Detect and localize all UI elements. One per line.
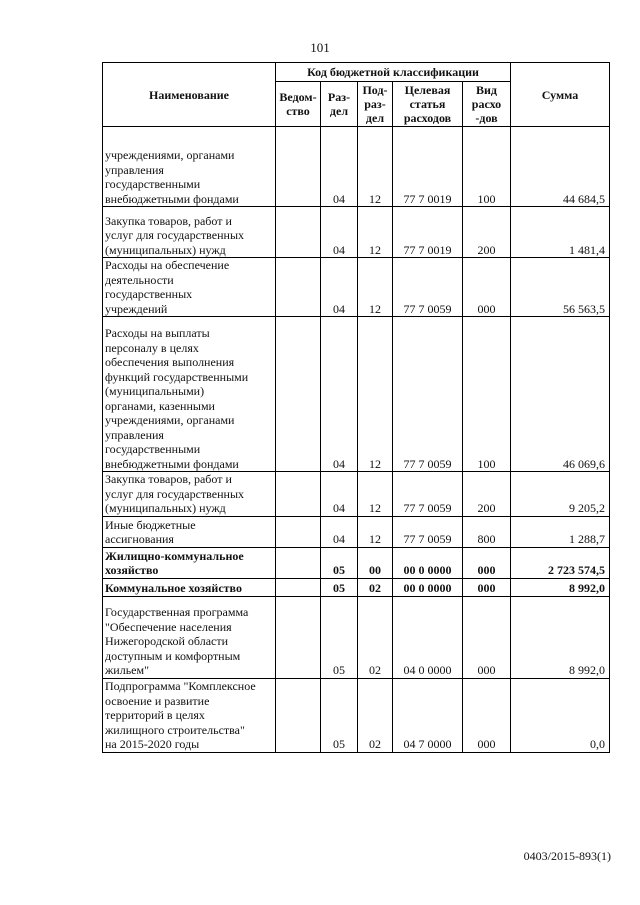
cell-celevaya: 00 0 0000 bbox=[393, 547, 463, 578]
cell-celevaya: 77 7 0059 bbox=[393, 258, 463, 317]
cell-vid: 000 bbox=[463, 678, 511, 752]
cell-sum: 1 288,7 bbox=[511, 516, 610, 547]
cell-ved bbox=[276, 317, 321, 472]
cell-razdel: 04 bbox=[321, 127, 358, 207]
cell-ved bbox=[276, 578, 321, 596]
cell-vid: 000 bbox=[463, 258, 511, 317]
header-code-group: Код бюджетной классификации bbox=[276, 63, 511, 82]
cell-podrazdel: 12 bbox=[358, 258, 393, 317]
cell-celevaya: 04 0 0000 bbox=[393, 596, 463, 678]
table-row bbox=[103, 317, 610, 472]
table-row bbox=[103, 472, 610, 517]
header-razdel: Раз-дел bbox=[321, 82, 358, 127]
cell-ved bbox=[276, 207, 321, 258]
cell-sum: 8 992,0 bbox=[511, 596, 610, 678]
table-row bbox=[103, 578, 610, 596]
cell-vid: 000 bbox=[463, 596, 511, 678]
cell-razdel: 04 bbox=[321, 472, 358, 517]
cell-razdel: 04 bbox=[321, 258, 358, 317]
cell-name: Расходы на обеспечение деятельности государственных учреждений bbox=[103, 258, 276, 317]
header-ved: Ведом-ство bbox=[276, 82, 321, 127]
header-sum: Сумма bbox=[511, 63, 610, 127]
cell-ved bbox=[276, 678, 321, 752]
cell-sum: 9 205,2 bbox=[511, 472, 610, 517]
cell-razdel: 04 bbox=[321, 317, 358, 472]
cell-celevaya: 77 7 0059 bbox=[393, 472, 463, 517]
cell-vid: 000 bbox=[463, 547, 511, 578]
cell-celevaya: 77 7 0059 bbox=[393, 317, 463, 472]
cell-celevaya: 04 7 0000 bbox=[393, 678, 463, 752]
cell-celevaya: 77 7 0019 bbox=[393, 207, 463, 258]
cell-sum: 0,0 bbox=[511, 678, 610, 752]
cell-ved bbox=[276, 516, 321, 547]
cell-podrazdel: 02 bbox=[358, 578, 393, 596]
cell-ved bbox=[276, 547, 321, 578]
table-body bbox=[103, 127, 610, 753]
cell-razdel: 05 bbox=[321, 547, 358, 578]
cell-razdel: 05 bbox=[321, 596, 358, 678]
cell-name: Коммунальное хозяйство bbox=[103, 578, 276, 596]
cell-podrazdel: 12 bbox=[358, 317, 393, 472]
cell-podrazdel: 12 bbox=[358, 516, 393, 547]
page-number: 101 bbox=[310, 40, 330, 55]
cell-podrazdel: 12 bbox=[358, 127, 393, 207]
cell-name: Расходы на выплаты персоналу в целях обеспечения выполнения функций государственными (муниципальными) органами, казенными учреждениями, органами управления государственными внебюджетными фондами bbox=[103, 317, 276, 472]
cell-ved bbox=[276, 127, 321, 207]
header-name: Наименование bbox=[103, 63, 276, 127]
cell-name: Закупка товаров, работ и услуг для государственных (муниципальных) нужд bbox=[103, 207, 276, 258]
table-row bbox=[103, 207, 610, 258]
cell-celevaya: 77 7 0019 bbox=[393, 127, 463, 207]
cell-sum: 8 992,0 bbox=[511, 578, 610, 596]
header-celevaya: Целевая статья расходов bbox=[393, 82, 463, 127]
cell-celevaya: 77 7 0059 bbox=[393, 516, 463, 547]
cell-name: Закупка товаров, работ и услуг для государственных (муниципальных) нужд bbox=[103, 472, 276, 517]
table-row bbox=[103, 547, 610, 578]
cell-sum: 2 723 574,5 bbox=[511, 547, 610, 578]
cell-name: Государственная программа "Обеспечение населения Нижегородской области доступным и комфортным жильем" bbox=[103, 596, 276, 678]
cell-sum: 46 069,6 bbox=[511, 317, 610, 472]
cell-vid: 200 bbox=[463, 472, 511, 517]
cell-name: Подпрограмма "Комплексное освоение и развитие территорий в целях жилищного строительства" на 2015-2020 годы bbox=[103, 678, 276, 752]
cell-podrazdel: 12 bbox=[358, 207, 393, 258]
cell-ved bbox=[276, 596, 321, 678]
document-code: 0403/2015-893(1) bbox=[523, 849, 611, 863]
cell-razdel: 05 bbox=[321, 578, 358, 596]
cell-sum: 44 684,5 bbox=[511, 127, 610, 207]
cell-celevaya: 00 0 0000 bbox=[393, 578, 463, 596]
cell-podrazdel: 02 bbox=[358, 678, 393, 752]
table-row bbox=[103, 596, 610, 678]
budget-table bbox=[102, 62, 610, 753]
cell-vid: 000 bbox=[463, 578, 511, 596]
header-vid: Вид расхо -дов bbox=[463, 82, 511, 127]
table-row bbox=[103, 678, 610, 752]
cell-razdel: 05 bbox=[321, 678, 358, 752]
cell-vid: 100 bbox=[463, 317, 511, 472]
cell-razdel: 04 bbox=[321, 207, 358, 258]
cell-sum: 1 481,4 bbox=[511, 207, 610, 258]
cell-ved bbox=[276, 472, 321, 517]
table-row bbox=[103, 258, 610, 317]
cell-vid: 800 bbox=[463, 516, 511, 547]
cell-vid: 200 bbox=[463, 207, 511, 258]
header-podrazdel: Под-раз-дел bbox=[358, 82, 393, 127]
cell-sum: 56 563,5 bbox=[511, 258, 610, 317]
table-header bbox=[103, 63, 610, 127]
cell-razdel: 04 bbox=[321, 516, 358, 547]
table-row bbox=[103, 127, 610, 207]
cell-name: Иные бюджетные ассигнования bbox=[103, 516, 276, 547]
cell-podrazdel: 12 bbox=[358, 472, 393, 517]
cell-name: Жилищно-коммунальное хозяйство bbox=[103, 547, 276, 578]
cell-podrazdel: 02 bbox=[358, 596, 393, 678]
cell-ved bbox=[276, 258, 321, 317]
table-row bbox=[103, 516, 610, 547]
cell-podrazdel: 00 bbox=[358, 547, 393, 578]
cell-vid: 100 bbox=[463, 127, 511, 207]
cell-name: учреждениями, органами управления государственными внебюджетными фондами bbox=[103, 127, 276, 207]
